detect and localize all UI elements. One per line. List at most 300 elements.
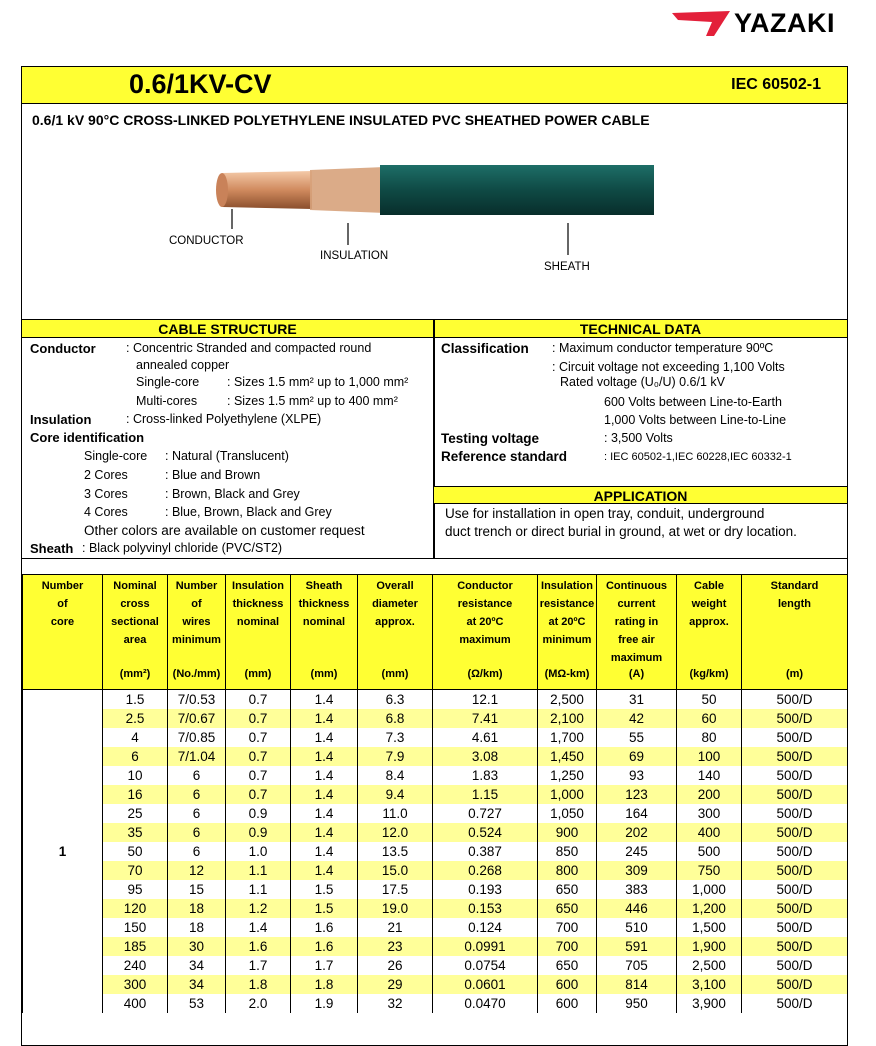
table-cell: 202 [597,823,677,842]
table-cell: 8.4 [358,766,433,785]
table-cell: 7/0.67 [168,709,226,728]
table-cell: 0.727 [433,804,538,823]
line-to-line: 1,000 Volts between Line-to-Line [604,413,787,427]
table-cell: 21 [358,918,433,937]
table-cell: 300 [103,975,168,994]
table-cell: 0.193 [433,880,538,899]
table-cell: 6 [103,747,168,766]
table-cell: 1,000 [677,880,742,899]
section-divider [433,320,435,558]
insulation-label: INSULATION [320,250,389,262]
table-cell: 383 [597,880,677,899]
table-cell: 42 [597,709,677,728]
core-id-value: : Brown, Black and Grey [165,487,300,501]
column-header-text: minimum [542,634,592,646]
sheath-label: SHEATH [544,261,590,273]
table-cell: 25 [103,804,168,823]
column-header-text: maximum [459,634,511,646]
specification-section [22,319,847,559]
table-cell: 1.6 [226,937,291,956]
table-cell: 1.4 [291,823,358,842]
column-header-text: Cable [694,580,724,592]
sheath-label: Sheath [30,541,74,556]
column-header [433,575,538,690]
table-cell: 50 [677,690,742,710]
table-cell: 4.61 [433,728,538,747]
table-cell: 12.1 [433,690,538,710]
core-id-value: : Blue, Brown, Black and Grey [165,505,332,519]
table-cell: 1.8 [226,975,291,994]
column-header-text: thickness [298,598,350,610]
testing-voltage-label: Testing voltage [441,431,540,446]
column-header-text: Standard [770,580,819,592]
table-cell: 7.3 [358,728,433,747]
table-cell: 700 [538,918,597,937]
table-cell: 1,050 [538,804,597,823]
table-cell: 1.6 [291,937,358,956]
core-id-value: : Natural (Translucent) [165,449,289,463]
table-cell: 26 [358,956,433,975]
table-cell: 19.0 [358,899,433,918]
column-header-text: nominal [302,616,346,628]
table-header-row [23,575,848,690]
table-cell: 6.3 [358,690,433,710]
table-cell: 400 [677,823,742,842]
insulation-label: Insulation [30,412,92,427]
table-cell: 500/D [742,823,848,842]
column-header-text: diameter [372,598,418,610]
table-cell: 140 [677,766,742,785]
table-cell: 700 [538,937,597,956]
table-row [23,823,848,842]
table-cell: 650 [538,956,597,975]
cable-diagram [22,137,847,317]
table-cell: 400 [103,994,168,1013]
column-unit: (MΩ-km) [544,668,590,680]
reference-standard-label: Reference standard [441,449,568,464]
datasheet-frame [21,66,848,1046]
table-cell: 50 [103,842,168,861]
table-cell: 1.5 [291,899,358,918]
table-cell: 6 [168,785,226,804]
table-row [23,956,848,975]
table-cell: 95 [103,880,168,899]
column-header-text: sectional [111,616,159,628]
table-cell: 2.5 [103,709,168,728]
brand-name: YAZAKI [734,8,836,38]
testing-voltage-value: : 3,500 Volts [604,431,673,445]
table-cell: 500/D [742,899,848,918]
table-cell: 0.7 [226,785,291,804]
table-cell: 12.0 [358,823,433,842]
table-cell: 3,100 [677,975,742,994]
table-cell: 2,500 [538,690,597,710]
table-cell: 1,500 [677,918,742,937]
table-body [23,690,848,1014]
cable-data-table [22,574,848,1013]
table-cell: 7/0.53 [168,690,226,710]
table-cell: 18 [168,918,226,937]
column-header-text: core [50,616,75,628]
table-row [23,728,848,747]
table-cell: 0.7 [226,728,291,747]
application-line-2: duct trench or direct burial in ground, at wet or dry location. [445,524,797,539]
yazaki-logo-mark-icon [672,8,732,38]
table-cell: 0.268 [433,861,538,880]
table-cell: 6.8 [358,709,433,728]
table-cell: 9.4 [358,785,433,804]
table-cell: 60 [677,709,742,728]
table-cell: 6 [168,804,226,823]
single-core-sizes: : Sizes 1.5 mm² up to 1,000 mm² [227,375,409,389]
conductor-line-2: annealed copper [136,358,230,372]
table-cell: 16 [103,785,168,804]
table-cell: 1,000 [538,785,597,804]
column-header-text: Insulation [541,580,593,592]
column-header-text: minimum [172,634,221,646]
table-cell: 500/D [742,861,848,880]
column-header-text: Nominal [113,580,157,592]
table-cell: 1.2 [226,899,291,918]
classification-label: Classification [441,341,529,356]
table-cell: 0.9 [226,823,291,842]
table-cell: 53 [168,994,226,1013]
table-cell: 1.4 [291,690,358,710]
table-cell: 32 [358,994,433,1013]
conductor-line-1: : Concentric Stranded and compacted round [126,341,372,355]
column-header-text: maximum [610,652,663,664]
table-cell: 55 [597,728,677,747]
table-cell: 1.4 [291,804,358,823]
classification-voltage: : Circuit voltage not exceeding 1,100 Volts [552,360,785,374]
core-identification-label: Core identification [30,430,145,445]
column-unit: (No./mm) [172,668,221,680]
column-header [597,575,677,690]
column-unit: (mm) [381,668,409,680]
column-header-text: resistance [539,598,595,610]
table-cell: 7/0.85 [168,728,226,747]
table-cell: 1.4 [291,766,358,785]
table-cell: 650 [538,880,597,899]
table-cell: 34 [168,975,226,994]
column-header-text: length [778,598,811,610]
table-cell: 3.08 [433,747,538,766]
column-header-text: wires [182,616,211,628]
table-cell: 70 [103,861,168,880]
table-cell: 0.153 [433,899,538,918]
table-cell: 0.0991 [433,937,538,956]
table-cell: 900 [538,823,597,842]
classification-temperature: : Maximum conductor temperature 90ºC [552,341,774,355]
table-cell: 1,450 [538,747,597,766]
table-cell: 100 [677,747,742,766]
conductor-label: CONDUCTOR [169,235,244,247]
table-cell: 34 [168,956,226,975]
table-cell: 185 [103,937,168,956]
table-cell: 1.4 [291,785,358,804]
column-header-text: at 20ºC [548,616,586,628]
table-cell: 950 [597,994,677,1013]
table-cell: 500/D [742,690,848,710]
column-unit: (mm²) [119,668,151,680]
table-cell: 600 [538,975,597,994]
table-cell: 500/D [742,956,848,975]
table-cell: 1.4 [291,728,358,747]
table-cell: 1.15 [433,785,538,804]
column-header-text: Sheath [305,580,343,592]
table-cell: 309 [597,861,677,880]
table-row [23,899,848,918]
column-header-text: Conductor [457,580,513,592]
column-header [677,575,742,690]
table-cell: 2,500 [677,956,742,975]
core-count-cell: 1 [23,690,103,1014]
rated-voltage: Rated voltage (U₀/U) 0.6/1 kV [560,375,725,389]
reference-standard-value: : IEC 60502-1,IEC 60228,IEC 60332-1 [604,451,792,463]
table-row [23,766,848,785]
column-unit: (mm) [244,668,272,680]
table-cell: 500/D [742,937,848,956]
table-cell: 7/1.04 [168,747,226,766]
column-header [742,575,848,690]
column-header-text: resistance [457,598,513,610]
table-cell: 1.83 [433,766,538,785]
table-cell: 6 [168,842,226,861]
table-cell: 31 [597,690,677,710]
table-cell: 1.4 [226,918,291,937]
table-cell: 1.4 [291,747,358,766]
core-id-name: 2 Cores [84,468,128,482]
table-cell: 750 [677,861,742,880]
column-header [23,575,103,690]
table-row [23,861,848,880]
table-row [23,804,848,823]
table-cell: 500/D [742,766,848,785]
table-cell: 120 [103,899,168,918]
table-cell: 0.0754 [433,956,538,975]
table-cell: 29 [358,975,433,994]
table-cell: 0.7 [226,747,291,766]
application-heading: APPLICATION [434,486,847,504]
table-cell: 0.0601 [433,975,538,994]
multi-cores-sizes: : Sizes 1.5 mm² up to 400 mm² [227,394,398,408]
table-cell: 0.524 [433,823,538,842]
table-cell: 3,900 [677,994,742,1013]
cable-illustration-icon [22,137,847,317]
table-cell: 500/D [742,728,848,747]
table-cell: 1.1 [226,861,291,880]
column-header-text: Continuous [605,580,668,592]
table-cell: 1.1 [226,880,291,899]
column-header-text: of [191,598,202,610]
column-header-text: Overall [376,580,414,592]
table-cell: 12 [168,861,226,880]
table-cell: 17.5 [358,880,433,899]
table-cell: 1,900 [677,937,742,956]
column-header-text: Number [41,580,84,592]
table-cell: 0.124 [433,918,538,937]
technical-data-heading: TECHNICAL DATA [434,320,847,338]
table-cell: 2.0 [226,994,291,1013]
column-header-text: area [123,634,147,646]
table-row [23,975,848,994]
table-row [23,747,848,766]
column-unit: (A) [628,668,645,680]
table-cell: 500/D [742,842,848,861]
table-cell: 2,100 [538,709,597,728]
column-header-text: free air [618,634,655,646]
table-cell: 800 [538,861,597,880]
cable-data-table-wrapper [22,574,847,1013]
table-cell: 0.0470 [433,994,538,1013]
single-core-label: Single-core [136,375,200,389]
column-header [226,575,291,690]
page-subtitle: 0.6/1 kV 90°C CROSS-LINKED POLYETHYLENE INSULATED PVC SHEATHED POWER CABLE [32,112,650,128]
column-header-text: Number [175,580,218,592]
table-cell: 23 [358,937,433,956]
table-cell: 30 [168,937,226,956]
column-header-text: rating in [614,616,659,628]
column-unit: (Ω/km) [467,668,503,680]
column-header [168,575,226,690]
table-cell: 18 [168,899,226,918]
table-cell: 123 [597,785,677,804]
table-cell: 11.0 [358,804,433,823]
other-colors-note: Other colors are available on customer request [84,523,365,538]
table-cell: 93 [597,766,677,785]
column-header-text: thickness [232,598,284,610]
table-cell: 200 [677,785,742,804]
table-cell: 300 [677,804,742,823]
table-cell: 1.7 [226,956,291,975]
table-row [23,690,848,710]
table-cell: 500/D [742,747,848,766]
table-cell: 1.0 [226,842,291,861]
table-cell: 1.6 [291,918,358,937]
table-row [23,709,848,728]
table-cell: 1.7 [291,956,358,975]
table-cell: 500/D [742,975,848,994]
core-id-value: : Blue and Brown [165,468,261,482]
table-cell: 164 [597,804,677,823]
conductor-label: Conductor [30,341,96,356]
table-cell: 510 [597,918,677,937]
table-cell: 1,200 [677,899,742,918]
table-cell: 500/D [742,785,848,804]
table-cell: 814 [597,975,677,994]
table-cell: 35 [103,823,168,842]
page-title: 0.6/1KV-CV [129,69,272,99]
column-header-text: nominal [236,616,280,628]
sheath-value: : Black polyvinyl chloride (PVC/ST2) [82,541,283,555]
column-header-text: cross [120,598,150,610]
application-line-1: Use for installation in open tray, conduit, underground [445,506,765,521]
column-unit: (m) [785,668,804,680]
line-to-earth: 600 Volts between Line-to-Earth [604,395,782,409]
table-cell: 650 [538,899,597,918]
table-cell: 80 [677,728,742,747]
table-cell: 1.9 [291,994,358,1013]
table-cell: 1.5 [103,690,168,710]
table-row [23,937,848,956]
table-row [23,994,848,1013]
core-id-name: Single-core [84,449,148,463]
table-cell: 7.9 [358,747,433,766]
table-cell: 705 [597,956,677,975]
table-cell: 500/D [742,804,848,823]
table-cell: 1.5 [291,880,358,899]
column-header-text: of [57,598,68,610]
table-cell: 245 [597,842,677,861]
table-cell: 1,250 [538,766,597,785]
table-cell: 446 [597,899,677,918]
table-cell: 0.7 [226,690,291,710]
table-cell: 0.7 [226,766,291,785]
cable-structure-heading: CABLE STRUCTURE [22,320,433,338]
core-id-name: 4 Cores [84,505,128,519]
column-header-text: approx. [689,616,729,628]
column-header-text: approx. [375,616,415,628]
column-header [291,575,358,690]
table-cell: 1.8 [291,975,358,994]
table-cell: 4 [103,728,168,747]
table-cell: 6 [168,823,226,842]
core-id-name: 3 Cores [84,487,128,501]
column-header-text: weight [691,598,727,610]
column-header [358,575,433,690]
table-cell: 0.9 [226,804,291,823]
yazaki-logo [672,8,862,42]
table-cell: 0.7 [226,709,291,728]
column-unit: (kg/km) [689,668,729,680]
table-cell: 69 [597,747,677,766]
column-unit: (mm) [310,668,338,680]
standard-code: IEC 60502-1 [731,76,821,93]
column-header-text: current [617,598,656,610]
table-cell: 10 [103,766,168,785]
table-cell: 591 [597,937,677,956]
table-cell: 500/D [742,880,848,899]
table-row [23,880,848,899]
column-header [103,575,168,690]
table-row [23,918,848,937]
column-header-text: Insulation [232,580,284,592]
table-cell: 600 [538,994,597,1013]
table-cell: 1.4 [291,842,358,861]
table-cell: 500/D [742,994,848,1013]
table-cell: 500 [677,842,742,861]
table-cell: 15.0 [358,861,433,880]
table-cell: 0.387 [433,842,538,861]
table-row [23,842,848,861]
column-header-text: at 20ºC [466,616,504,628]
table-cell: 1.4 [291,861,358,880]
table-cell: 6 [168,766,226,785]
table-cell: 850 [538,842,597,861]
insulation-value: : Cross-linked Polyethylene (XLPE) [126,412,322,426]
table-row [23,785,848,804]
table-cell: 7.41 [433,709,538,728]
table-cell: 240 [103,956,168,975]
title-bar [22,67,847,104]
table-cell: 1.4 [291,709,358,728]
table-cell: 13.5 [358,842,433,861]
table-cell: 500/D [742,918,848,937]
multi-cores-label: Multi-cores [136,394,198,408]
table-cell: 15 [168,880,226,899]
table-cell: 1,700 [538,728,597,747]
table-cell: 150 [103,918,168,937]
